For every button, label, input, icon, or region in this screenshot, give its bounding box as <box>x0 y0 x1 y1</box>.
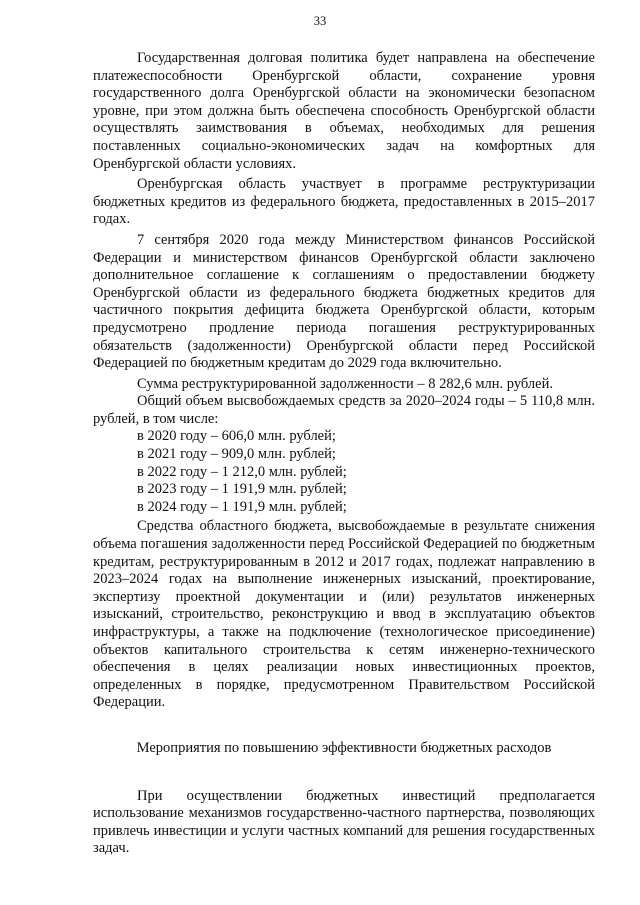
document-body <box>93 50 595 861</box>
list-item: в 2023 году – 1 191,9 млн. рублей; <box>137 481 347 498</box>
paragraph-budget-investments: При осуществлении бюджетных инвестиций предполагается использование механизмов государственно-частного партнерства, позволяющих привлечь инвестиции и услуги частных компаний для решения государственных задач. <box>93 787 595 857</box>
section-heading: Мероприятия по повышению эффективности бюджетных расходов <box>136 739 552 756</box>
list-item: в 2024 году – 1 191,9 млн. рублей; <box>137 498 347 515</box>
paragraph-restructuring-program: Оренбургская область участвует в программе реструктуризации бюджетных кредитов из федерального бюджета, предоставленных в 2015–2017 годах. <box>93 176 595 228</box>
list-item: в 2021 году – 909,0 млн. рублей; <box>137 446 336 463</box>
paragraph-debt-policy: Государственная долговая политика будет направлена на обеспечение платежеспособности Оренбургской области, сохранение уровня государственного долга Оренбургской области на экономически безопасном уровне, при этом должна быть обеспечена способность Оренбургской области осуществлять заимствования в объемах, необходимых для решения поставленных социально-экономических задач на комфортных для Оренбургской области условиях. <box>93 50 595 172</box>
list-item: в 2022 году – 1 212,0 млн. рублей; <box>137 463 347 480</box>
paragraph-released-funds-total: Общий объем высвобождаемых средств за 2020–2024 годы – 5 110,8 млн. рублей, в том числе: <box>93 393 595 427</box>
year-breakdown-list <box>93 428 595 516</box>
paragraph-restructured-debt-sum: Сумма реструктурированной задолженности – 8 282,6 млн. рублей. <box>137 375 553 392</box>
paragraph-funds-usage: Средства областного бюджета, высвобождаемые в результате снижения объема погашения задолженности перед Российской Федерацией по бюджетным кредитам, реструктурированным в 2012 и 2017 годах, подлежат направлению в 2023–2024 годах на выполнение инженерных изысканий, проектирование, экспертизу проектной документации и (или) результатов инженерных изысканий, строительство, реконструкцию и ввод в эксплуатацию объектов инфраструктуры, а также на подключение (технологическое присоединение) объектов капитального строительства к сетям инженерно-технического обеспечения в целях реализации новых инвестиционных проектов, определенных в порядке, предусмотренном Правительством Российской Федерации. <box>93 518 595 711</box>
list-item: в 2020 году – 606,0 млн. рублей; <box>137 428 336 445</box>
page-number: 33 <box>313 14 327 28</box>
paragraph-agreement: 7 сентября 2020 года между Министерством финансов Российской Федерации и министерством финансов Оренбургской области заключено дополнительное соглашение к соглашениям о предоставлении бюджету Оренбургской области из федерального бюджета бюджетных кредитов для частичного покрытия дефицита бюджета Оренбургской области, которым предусмотрено продление периода погашения реструктурированных обязательств (задолженности) Оренбургской области перед Российской Федерацией по бюджетным кредитам до 2029 года включительно. <box>93 231 595 372</box>
